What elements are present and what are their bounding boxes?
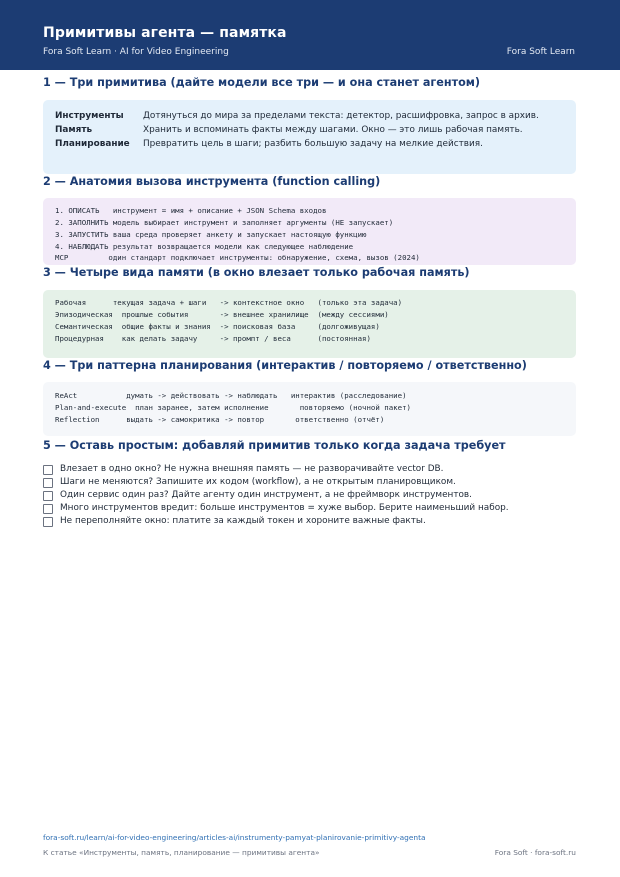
primitive-term: Память — [55, 125, 93, 135]
checkbox[interactable] — [43, 465, 53, 475]
footer-brand: Fora Soft · fora-soft.ru — [494, 848, 576, 857]
function-calling-box — [43, 198, 576, 265]
section-5-heading: 5 — Оставь простым: добавляй примитив только когда задача требует — [43, 439, 506, 452]
primitive-term: Планирование — [55, 139, 130, 149]
checklist-text: Много инструментов вредит: больше инструментов = хуже выбор. Берите наименьший набор. — [60, 503, 509, 513]
code-line: 2. ЗАПОЛНИТЬ модель выбирает инструмент и заполняет аргументы (НЕ запускает) — [55, 218, 394, 227]
page-title: Примитивы агента — памятка — [43, 25, 287, 41]
article-link[interactable]: fora-soft.ru/learn/ai-for-video-engineering/articles-ai/instrumenty-pamyat-planirovanie-primitivy-agenta — [43, 833, 426, 842]
section-2-heading: 2 — Анатомия вызова инструмента (function calling) — [43, 175, 381, 188]
section-3-heading: 3 — Четыре вида памяти (в окно влезает только рабочая память) — [43, 266, 470, 279]
primitive-desc: Хранить и вспоминать факты между шагами. Окно — это лишь рабочая память. — [143, 125, 523, 135]
code-line: Plan-and-execute план заранее, затем исполнение повторяемо (ночной пакет) — [55, 403, 411, 412]
code-line: 4. НАБЛЮДАТЬ результат возвращается модели как следующее наблюдение — [55, 242, 354, 251]
checklist-text: Не переполняйте окно: платите за каждый токен и хороните важные факты. — [60, 516, 426, 526]
code-line: ReAct думать -> действовать -> наблюдать интерактив (расследование) — [55, 391, 407, 400]
planning-box — [43, 382, 576, 436]
code-line: MCP один стандарт подключает инструменты: обнаружение, схема, вызов (2024) — [55, 253, 420, 262]
checklist-text: Шаги не меняются? Запишите их кодом (workflow), а не открытым планировщиком. — [60, 477, 456, 487]
checklist-text: Один сервис один раз? Дайте агенту один инструмент, а не фреймворк инструментов. — [60, 490, 472, 500]
page-header — [0, 0, 620, 70]
code-line: 1. ОПИСАТЬ инструмент = имя + описание + JSON Schema входов — [55, 206, 327, 215]
footer-article-title: К статье «Инструменты, память, планирование — примитивы агента» — [43, 848, 320, 857]
checkbox[interactable] — [43, 504, 53, 514]
code-line: Рабочая текущая задача + шаги -> контекстное окно (только эта задача) — [55, 298, 403, 307]
code-line: Процедурная как делать задачу -> промпт / веса (постоянная) — [55, 334, 371, 343]
primitive-term: Инструменты — [55, 111, 124, 121]
code-line: 3. ЗАПУСТИТЬ ваша среда проверяет анкету и запускает настоящую функцию — [55, 230, 367, 239]
primitives-box — [43, 100, 576, 174]
checkbox[interactable] — [43, 491, 53, 501]
section-4-heading: 4 — Три паттерна планирования (интерактив / повторяемо / ответственно) — [43, 359, 527, 372]
memory-box — [43, 290, 576, 358]
section-1-heading: 1 — Три примитива (дайте модели все три — и она станет агентом) — [43, 76, 481, 89]
code-line: Эпизодическая прошлые события -> внешнее хранилище (между сессиями) — [55, 310, 389, 319]
code-line: Reflection выдать -> самокритика -> повтор ответственно (отчёт) — [55, 415, 385, 424]
primitive-desc: Дотянуться до мира за пределами текста: детектор, расшифровка, запрос в архив. — [143, 111, 539, 121]
header-brand: Fora Soft Learn — [506, 47, 575, 57]
checkbox[interactable] — [43, 478, 53, 488]
checkbox[interactable] — [43, 517, 53, 527]
header-subtitle: Fora Soft Learn · AI for Video Engineering — [43, 47, 229, 57]
primitive-desc: Превратить цель в шаги; разбить большую задачу на мелкие действия. — [143, 139, 483, 149]
code-line: Семантическая общие факты и знания -> поисковая база (долгоживущая) — [55, 322, 380, 331]
checklist-text: Влезает в одно окно? Не нужна внешняя память — не разворачивайте vector DB. — [60, 464, 444, 474]
